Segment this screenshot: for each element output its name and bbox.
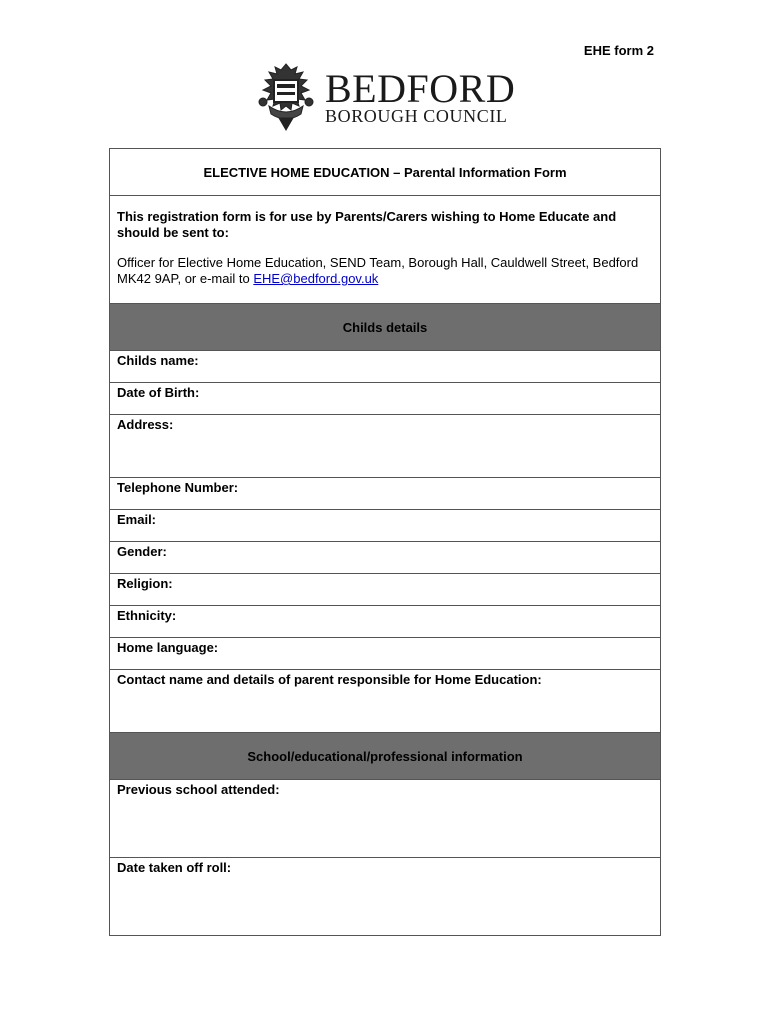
home-language-label: Home language: xyxy=(117,640,219,655)
email-link[interactable]: EHE@bedford.gov.uk xyxy=(253,271,379,286)
telephone-field[interactable] xyxy=(110,478,661,510)
previous-school-label: Previous school attended: xyxy=(117,782,280,797)
form-instructions xyxy=(110,196,661,304)
home-language-field[interactable] xyxy=(110,638,661,670)
address-label: Address: xyxy=(117,417,174,432)
intro-text: This registration form is for use by Parents/Carers wishing to Home Educate and should be sent to: xyxy=(117,209,617,240)
date-off-roll-field[interactable] xyxy=(110,858,661,936)
school-info-heading: School/educational/professional information xyxy=(110,733,661,780)
gender-label: Gender: xyxy=(117,544,167,559)
childs-details-heading: Childs details xyxy=(110,304,661,351)
address-field[interactable] xyxy=(110,415,661,478)
address-line: Officer for Elective Home Education, SEND Team, Borough Hall, Cauldwell Street, Bedford MK42 9AP, or e-mail to xyxy=(117,255,639,286)
council-logo xyxy=(255,62,515,132)
form-title: ELECTIVE HOME EDUCATION – Parental Information Form xyxy=(110,149,661,196)
childs-name-field[interactable] xyxy=(110,351,661,383)
logo-sub-text: BOROUGH COUNCIL xyxy=(325,106,508,126)
religion-field[interactable] xyxy=(110,574,661,606)
form-code: EHE form 2 xyxy=(583,43,654,58)
parental-information-form xyxy=(109,148,661,936)
email-label: Email: xyxy=(117,512,157,527)
date-off-roll-label: Date taken off roll: xyxy=(117,860,232,875)
gender-field[interactable] xyxy=(110,542,661,574)
previous-school-field[interactable] xyxy=(110,780,661,858)
ethnicity-label: Ethnicity: xyxy=(117,608,177,623)
date-of-birth-field[interactable] xyxy=(110,383,661,415)
religion-label: Religion: xyxy=(117,576,173,591)
parent-contact-label: Contact name and details of parent responsible for Home Education: xyxy=(117,672,542,687)
date-of-birth-label: Date of Birth: xyxy=(117,385,200,400)
ethnicity-field[interactable] xyxy=(110,606,661,638)
crest-icon xyxy=(255,62,317,132)
email-field[interactable] xyxy=(110,510,661,542)
childs-name-label: Childs name: xyxy=(117,353,199,368)
logo-main-text: BEDFORD xyxy=(325,66,516,111)
address-text xyxy=(117,255,653,287)
parent-contact-field[interactable] xyxy=(110,670,661,733)
telephone-label: Telephone Number: xyxy=(117,480,239,495)
